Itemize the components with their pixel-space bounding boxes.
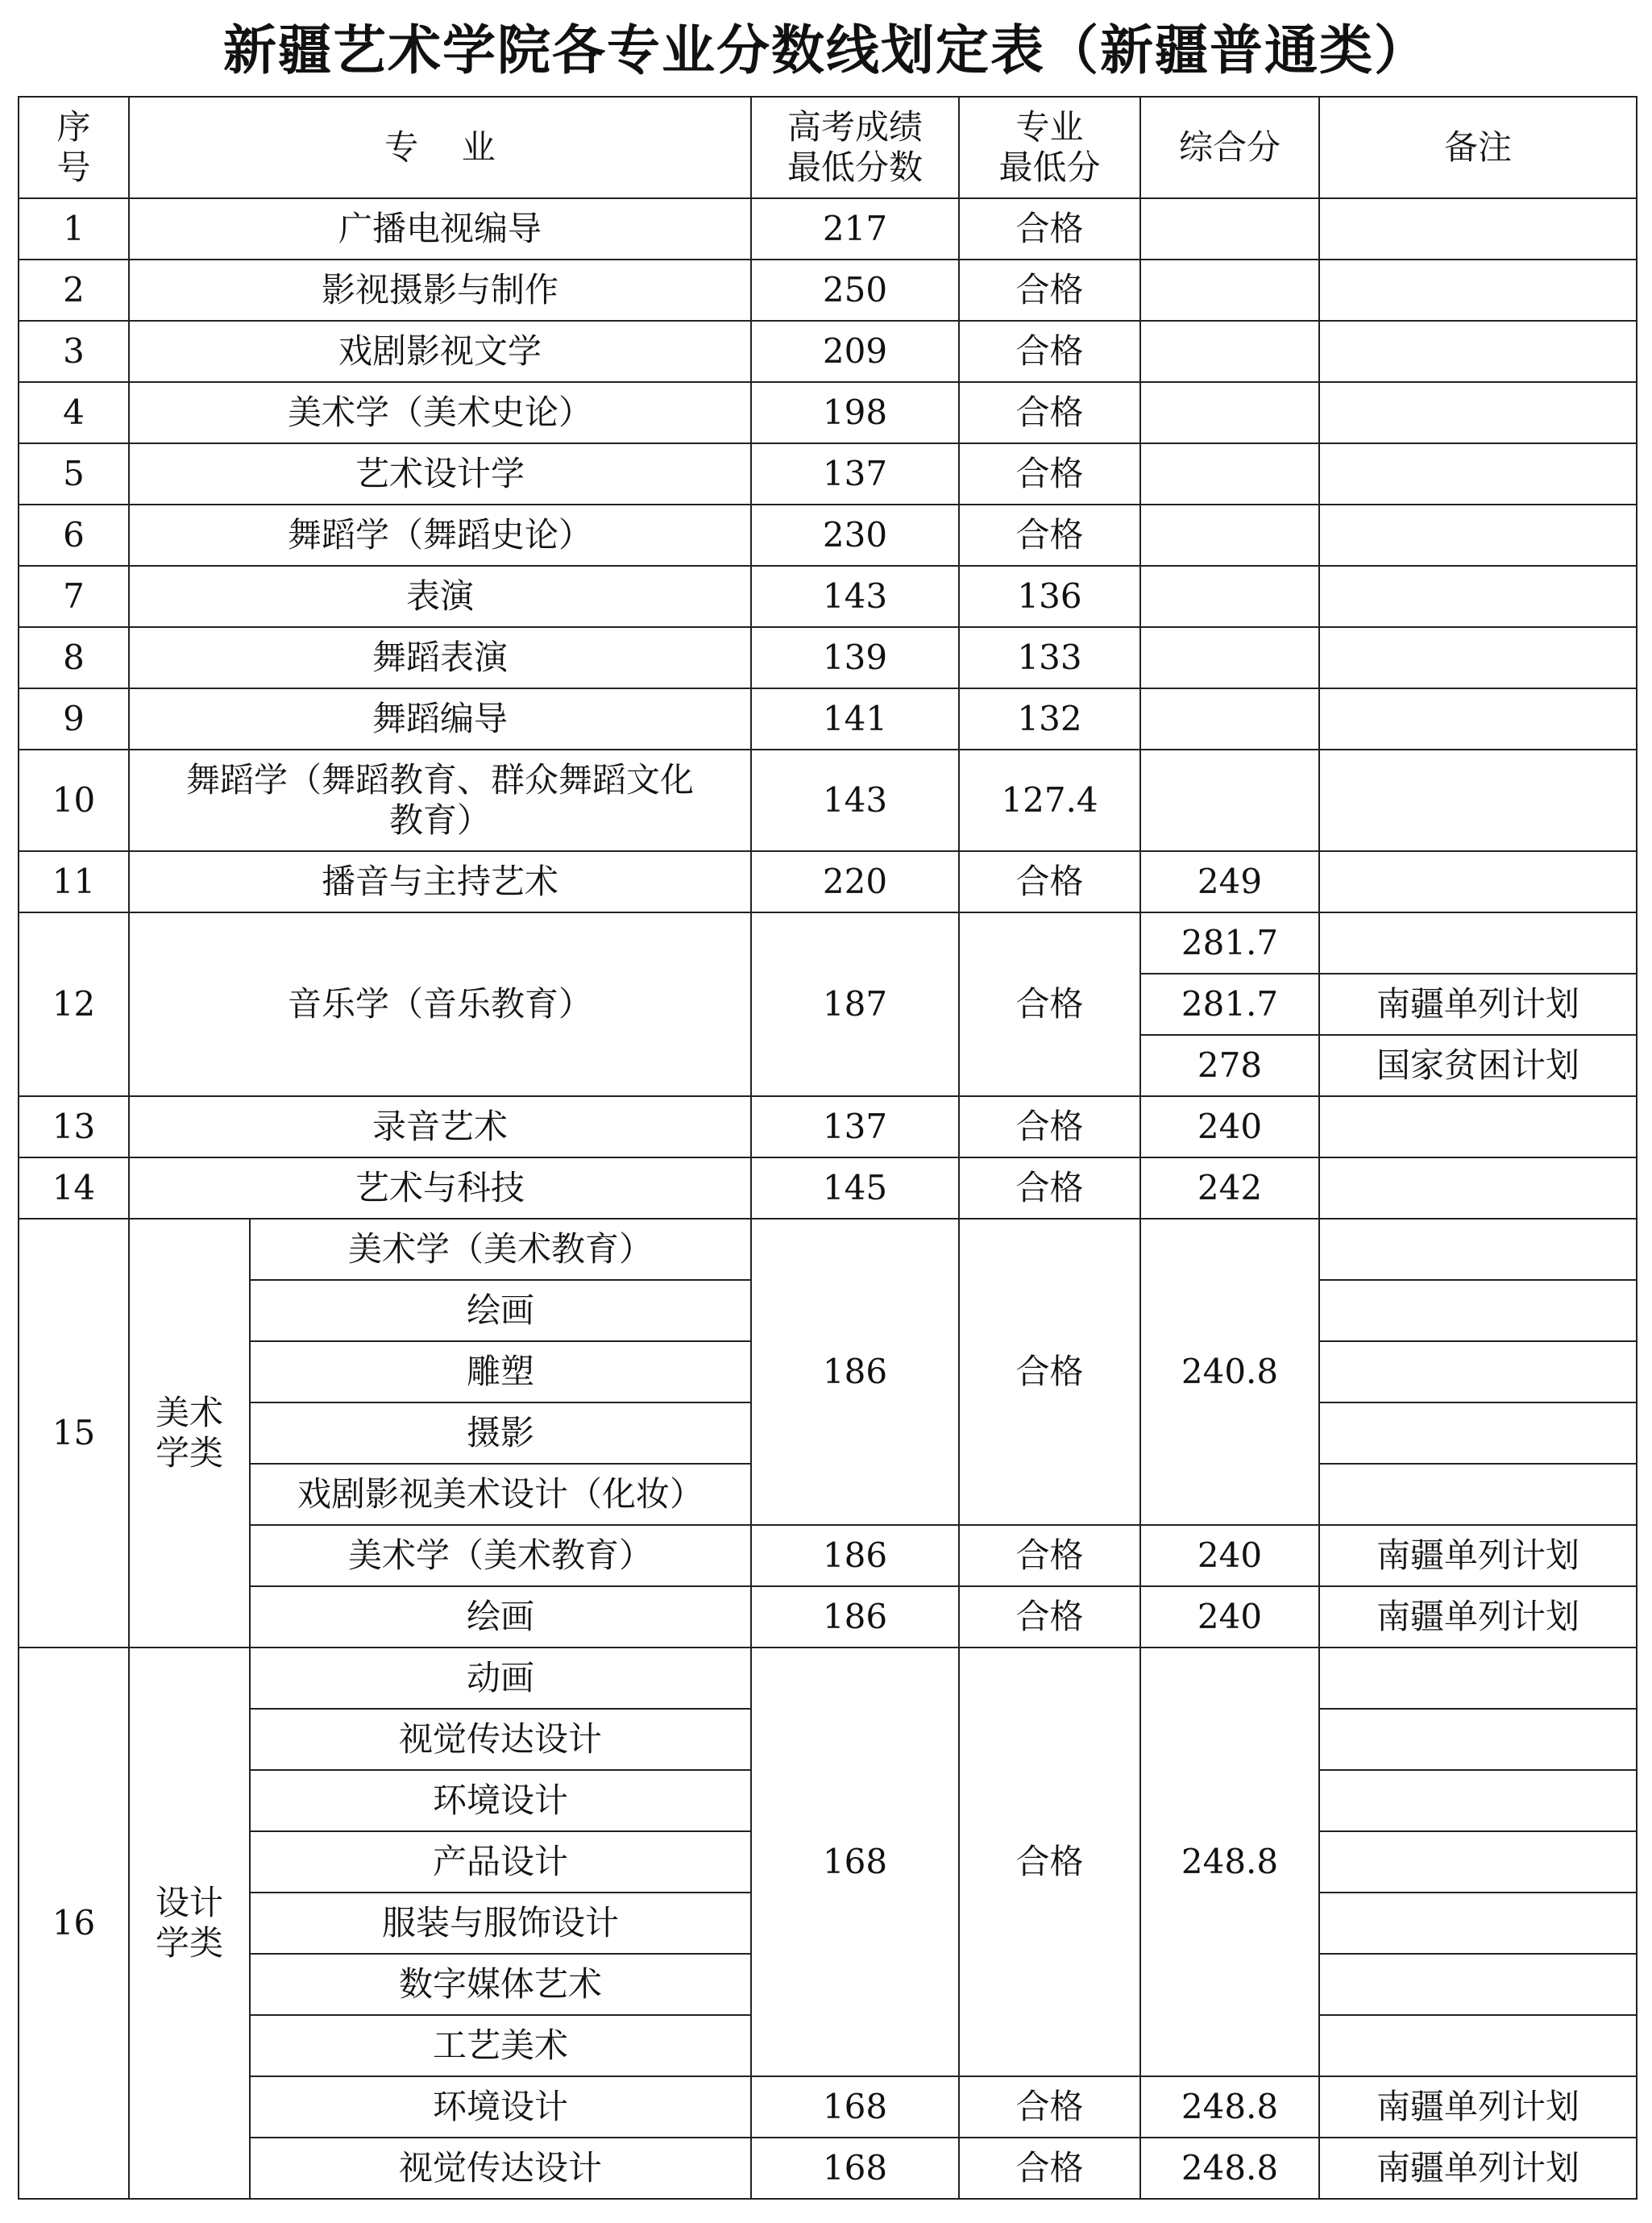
cell-remark bbox=[1319, 912, 1637, 974]
cell-seq: 10 bbox=[19, 750, 129, 851]
table-row bbox=[19, 1525, 1637, 1586]
cell-prof: 合格 bbox=[959, 382, 1140, 443]
header-remark: 备注 bbox=[1319, 97, 1637, 198]
cell-remark bbox=[1319, 382, 1637, 443]
cell-major: 舞蹈表演 bbox=[129, 627, 751, 688]
header-seq: 序 号 bbox=[19, 97, 129, 198]
table-row bbox=[19, 505, 1637, 566]
cell-remark bbox=[1319, 566, 1637, 627]
cell-composite: 240.8 bbox=[1140, 1219, 1319, 1525]
cell-composite bbox=[1140, 382, 1319, 443]
cell-seq: 14 bbox=[19, 1157, 129, 1219]
cell-gaokao: 168 bbox=[751, 2076, 959, 2138]
cell-major: 视觉传达设计 bbox=[250, 2138, 751, 2199]
cell-seq: 11 bbox=[19, 851, 129, 912]
table-row bbox=[19, 2138, 1637, 2199]
cell-major: 动画 bbox=[250, 1648, 751, 1709]
cell-gaokao: 168 bbox=[751, 1648, 959, 2076]
cell-major: 影视摄影与制作 bbox=[129, 260, 751, 321]
cell-major: 美术学（美术教育） bbox=[250, 1525, 751, 1586]
cell-seq: 2 bbox=[19, 260, 129, 321]
cell-seq: 12 bbox=[19, 912, 129, 1096]
cell-major: 表演 bbox=[129, 566, 751, 627]
cell-remark bbox=[1319, 1157, 1637, 1219]
cell-major: 服装与服饰设计 bbox=[250, 1893, 751, 1954]
table-row bbox=[19, 566, 1637, 627]
cell-prof: 合格 bbox=[959, 912, 1140, 1096]
cell-remark bbox=[1319, 2015, 1637, 2076]
cell-remark bbox=[1319, 1402, 1637, 1464]
cell-seq: 6 bbox=[19, 505, 129, 566]
cell-gaokao: 250 bbox=[751, 260, 959, 321]
score-table bbox=[18, 96, 1637, 2200]
cell-remark: 国家贫困计划 bbox=[1319, 1035, 1637, 1096]
table-row bbox=[19, 198, 1637, 260]
cell-composite: 248.8 bbox=[1140, 2076, 1319, 2138]
table-row bbox=[19, 1096, 1637, 1157]
cell-prof: 合格 bbox=[959, 443, 1140, 505]
cell-remark bbox=[1319, 1096, 1637, 1157]
cell-prof: 136 bbox=[959, 566, 1140, 627]
cell-composite: 248.8 bbox=[1140, 2138, 1319, 2199]
cell-gaokao: 137 bbox=[751, 1096, 959, 1157]
cell-composite: 281.7 bbox=[1140, 974, 1319, 1035]
cell-composite bbox=[1140, 321, 1319, 382]
table-row bbox=[19, 851, 1637, 912]
cell-remark bbox=[1319, 1770, 1637, 1831]
cell-seq: 3 bbox=[19, 321, 129, 382]
cell-remark bbox=[1319, 443, 1637, 505]
cell-remark bbox=[1319, 198, 1637, 260]
cell-composite bbox=[1140, 198, 1319, 260]
cell-remark bbox=[1319, 851, 1637, 912]
cell-prof: 133 bbox=[959, 627, 1140, 688]
table-row bbox=[19, 750, 1637, 851]
cell-gaokao: 143 bbox=[751, 750, 959, 851]
cell-remark bbox=[1319, 1709, 1637, 1770]
cell-gaokao: 198 bbox=[751, 382, 959, 443]
cell-seq: 7 bbox=[19, 566, 129, 627]
cell-prof: 合格 bbox=[959, 1096, 1140, 1157]
cell-major: 绘画 bbox=[250, 1586, 751, 1648]
cell-composite: 248.8 bbox=[1140, 1648, 1319, 2076]
cell-gaokao: 141 bbox=[751, 688, 959, 750]
cell-composite bbox=[1140, 443, 1319, 505]
cell-prof: 合格 bbox=[959, 260, 1140, 321]
cell-major: 工艺美术 bbox=[250, 2015, 751, 2076]
cell-major: 视觉传达设计 bbox=[250, 1709, 751, 1770]
cell-major: 摄影 bbox=[250, 1402, 751, 1464]
cell-major: 艺术与科技 bbox=[129, 1157, 751, 1219]
cell-major: 舞蹈学（舞蹈教育、群众舞蹈文化 教育） bbox=[129, 750, 751, 851]
cell-composite: 242 bbox=[1140, 1157, 1319, 1219]
cell-remark: 南疆单列计划 bbox=[1319, 2076, 1637, 2138]
cell-composite bbox=[1140, 688, 1319, 750]
cell-major: 舞蹈编导 bbox=[129, 688, 751, 750]
cell-seq: 16 bbox=[19, 1648, 129, 2199]
cell-prof: 合格 bbox=[959, 1648, 1140, 2076]
cell-major: 雕塑 bbox=[250, 1341, 751, 1402]
cell-seq: 4 bbox=[19, 382, 129, 443]
cell-gaokao: 187 bbox=[751, 912, 959, 1096]
table-row bbox=[19, 260, 1637, 321]
cell-composite bbox=[1140, 505, 1319, 566]
table-row bbox=[19, 1648, 1637, 1709]
cell-prof: 合格 bbox=[959, 321, 1140, 382]
cell-composite: 240 bbox=[1140, 1525, 1319, 1586]
table-row bbox=[19, 2076, 1637, 2138]
cell-seq: 1 bbox=[19, 198, 129, 260]
table-row bbox=[19, 1157, 1637, 1219]
cell-gaokao: 139 bbox=[751, 627, 959, 688]
cell-remark bbox=[1319, 750, 1637, 851]
header-row bbox=[19, 97, 1637, 198]
table-row bbox=[19, 1586, 1637, 1648]
cell-remark bbox=[1319, 260, 1637, 321]
cell-category: 设计 学类 bbox=[129, 1648, 250, 2199]
cell-remark bbox=[1319, 1954, 1637, 2015]
cell-prof: 127.4 bbox=[959, 750, 1140, 851]
cell-composite: 281.7 bbox=[1140, 912, 1319, 974]
cell-composite bbox=[1140, 627, 1319, 688]
cell-prof: 合格 bbox=[959, 851, 1140, 912]
header-composite: 综合分 bbox=[1140, 97, 1319, 198]
cell-remark bbox=[1319, 1464, 1637, 1525]
cell-major: 戏剧影视美术设计（化妆） bbox=[250, 1464, 751, 1525]
cell-prof: 合格 bbox=[959, 2076, 1140, 2138]
cell-seq: 5 bbox=[19, 443, 129, 505]
cell-prof: 132 bbox=[959, 688, 1140, 750]
cell-major: 戏剧影视文学 bbox=[129, 321, 751, 382]
table-row bbox=[19, 627, 1637, 688]
cell-prof: 合格 bbox=[959, 2138, 1140, 2199]
cell-category: 美术 学类 bbox=[129, 1219, 250, 1648]
table-row bbox=[19, 688, 1637, 750]
cell-major: 数字媒体艺术 bbox=[250, 1954, 751, 2015]
cell-gaokao: 186 bbox=[751, 1525, 959, 1586]
cell-major: 美术学（美术史论） bbox=[129, 382, 751, 443]
table-row bbox=[19, 382, 1637, 443]
cell-prof: 合格 bbox=[959, 1219, 1140, 1525]
cell-remark: 南疆单列计划 bbox=[1319, 1586, 1637, 1648]
cell-major: 舞蹈学（舞蹈史论） bbox=[129, 505, 751, 566]
cell-gaokao: 230 bbox=[751, 505, 959, 566]
cell-major: 广播电视编导 bbox=[129, 198, 751, 260]
cell-remark bbox=[1319, 1341, 1637, 1402]
cell-remark bbox=[1319, 1648, 1637, 1709]
cell-remark bbox=[1319, 1831, 1637, 1893]
table-row bbox=[19, 321, 1637, 382]
cell-remark bbox=[1319, 1893, 1637, 1954]
cell-gaokao: 186 bbox=[751, 1586, 959, 1648]
cell-remark: 南疆单列计划 bbox=[1319, 1525, 1637, 1586]
cell-composite bbox=[1140, 750, 1319, 851]
cell-composite bbox=[1140, 566, 1319, 627]
cell-major: 播音与主持艺术 bbox=[129, 851, 751, 912]
cell-prof: 合格 bbox=[959, 505, 1140, 566]
cell-prof: 合格 bbox=[959, 1525, 1140, 1586]
cell-remark bbox=[1319, 1280, 1637, 1341]
cell-gaokao: 220 bbox=[751, 851, 959, 912]
cell-gaokao: 186 bbox=[751, 1219, 959, 1525]
cell-composite: 249 bbox=[1140, 851, 1319, 912]
cell-major: 美术学（美术教育） bbox=[250, 1219, 751, 1280]
cell-remark bbox=[1319, 505, 1637, 566]
page-title: 新疆艺术学院各专业分数线划定表（新疆普通类） bbox=[223, 19, 1429, 81]
cell-major: 艺术设计学 bbox=[129, 443, 751, 505]
cell-seq: 9 bbox=[19, 688, 129, 750]
cell-gaokao: 209 bbox=[751, 321, 959, 382]
cell-composite: 240 bbox=[1140, 1586, 1319, 1648]
header-professional-min: 专业 最低分 bbox=[959, 97, 1140, 198]
cell-remark bbox=[1319, 1219, 1637, 1280]
cell-prof: 合格 bbox=[959, 1157, 1140, 1219]
cell-remark bbox=[1319, 321, 1637, 382]
cell-gaokao: 143 bbox=[751, 566, 959, 627]
header-gaokao-min: 高考成绩 最低分数 bbox=[751, 97, 959, 198]
cell-major: 绘画 bbox=[250, 1280, 751, 1341]
cell-major: 音乐学（音乐教育） bbox=[129, 912, 751, 1096]
cell-remark: 南疆单列计划 bbox=[1319, 2138, 1637, 2199]
cell-prof: 合格 bbox=[959, 198, 1140, 260]
cell-gaokao: 217 bbox=[751, 198, 959, 260]
cell-gaokao: 168 bbox=[751, 2138, 959, 2199]
cell-composite: 240 bbox=[1140, 1096, 1319, 1157]
cell-remark bbox=[1319, 688, 1637, 750]
cell-gaokao: 137 bbox=[751, 443, 959, 505]
cell-prof: 合格 bbox=[959, 1586, 1140, 1648]
cell-seq: 15 bbox=[19, 1219, 129, 1648]
cell-major: 录音艺术 bbox=[129, 1096, 751, 1157]
cell-seq: 13 bbox=[19, 1096, 129, 1157]
table-row bbox=[19, 912, 1637, 974]
table-row bbox=[19, 443, 1637, 505]
table-row bbox=[19, 1219, 1637, 1280]
header-major: 专 业 bbox=[129, 97, 751, 198]
cell-composite: 278 bbox=[1140, 1035, 1319, 1096]
cell-remark: 南疆单列计划 bbox=[1319, 974, 1637, 1035]
cell-seq: 8 bbox=[19, 627, 129, 688]
cell-major: 环境设计 bbox=[250, 2076, 751, 2138]
cell-composite bbox=[1140, 260, 1319, 321]
cell-major: 环境设计 bbox=[250, 1770, 751, 1831]
cell-major: 产品设计 bbox=[250, 1831, 751, 1893]
cell-remark bbox=[1319, 627, 1637, 688]
cell-gaokao: 145 bbox=[751, 1157, 959, 1219]
